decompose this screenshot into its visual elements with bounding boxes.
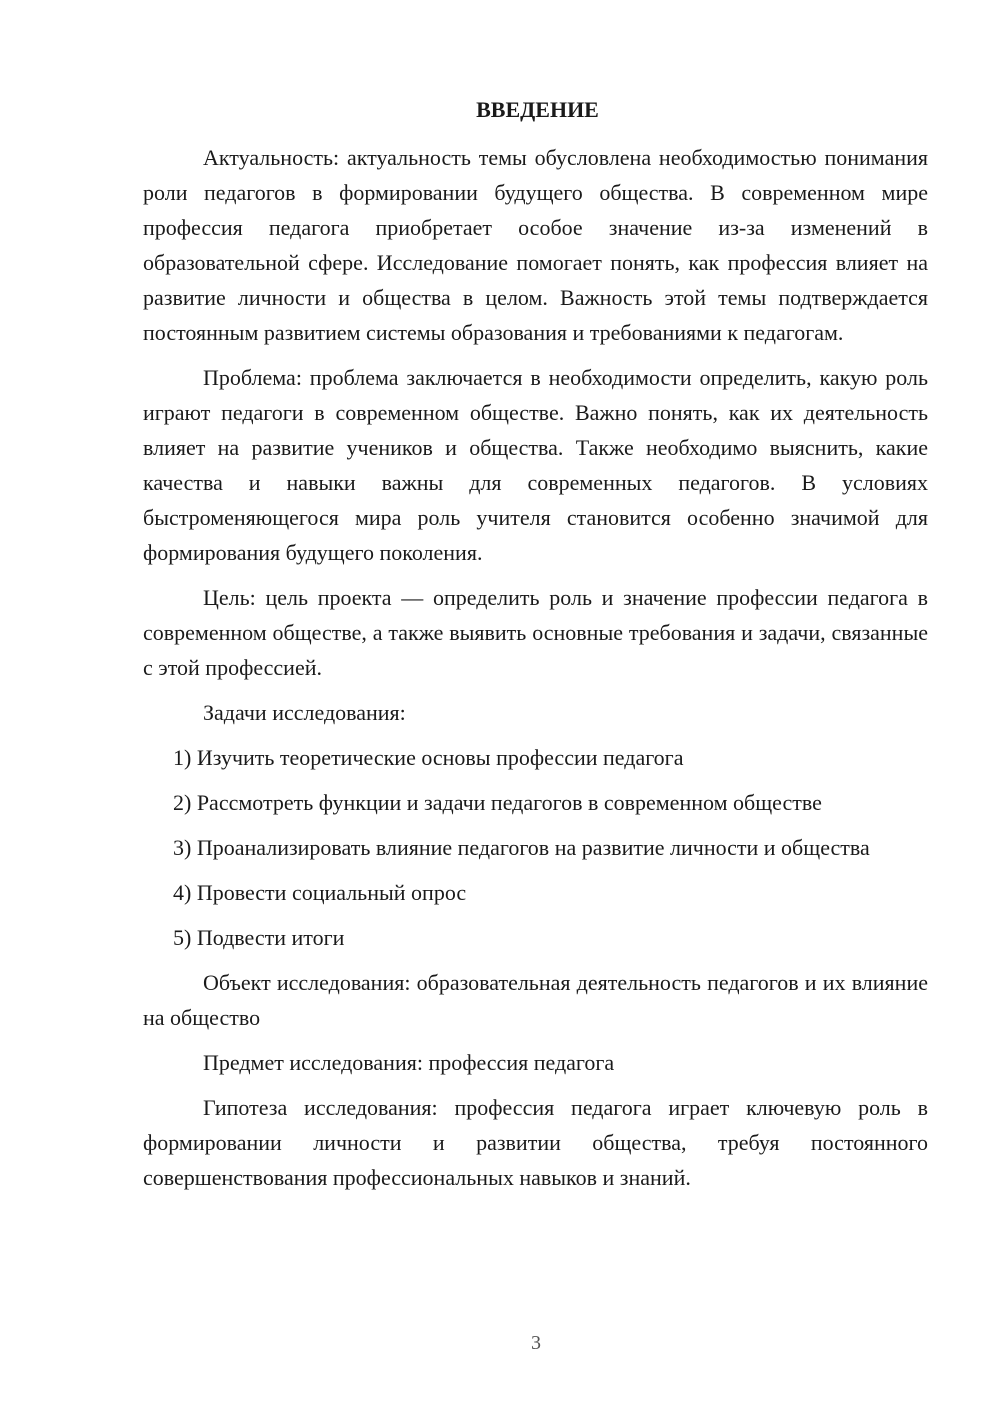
task-item-1: 1) Изучить теоретические основы профессии педагога [173,745,684,770]
goal-paragraph: Цель: цель проекта — определить роль и значение профессии педагога в современном обществе, а также выявить основные требования и задачи, связанные с этой профессией. [143,585,928,680]
section-title: ВВЕДЕНИЕ [476,97,599,122]
page-number: 3 [531,1332,541,1354]
task-item-5: 5) Подвести итоги [173,925,345,950]
task-item-3: 3) Проанализировать влияние педагогов на развитие личности и общества [173,835,870,860]
task-item-2: 2) Рассмотреть функции и задачи педагогов в современном обществе [173,790,822,815]
object-paragraph: Объект исследования: образовательная деятельность педагогов и их влияние на общество [143,970,928,1030]
subject-paragraph: Предмет исследования: профессия педагога [203,1050,615,1075]
document-page [143,95,928,1205]
tasks-heading: Задачи исследования: [203,700,406,725]
hypothesis-paragraph: Гипотеза исследования: профессия педагога играет ключевую роль в формировании личности и развитии общества, требуя постоянного совершенствования профессиональных навыков и знаний. [143,1095,928,1190]
task-item-4: 4) Провести социальный опрос [173,880,467,905]
relevance-paragraph: Актуальность: актуальность темы обусловлена необходимостью понимания роли педагогов в формировании будущего общества. В современном мире профессия педагога приобретает особое значение из-за изменений в образовательной сфере. Исследование помогает понять, как профессия влияет на развитие личности и общества в целом. Важность этой темы подтверждается постоянным развитием системы образования и требованиями к педагогам. [143,145,928,345]
problem-paragraph: Проблема: проблема заключается в необходимости определить, какую роль играют педагоги в современном обществе. Важно понять, как их деятельность влияет на развитие учеников и общества. Также необходимо выяснить, какие качества и навыки важны для современных педагогов. В условиях быстроменяющегося мира роль учителя становится особенно значимой для формирования будущего поколения. [143,365,928,565]
